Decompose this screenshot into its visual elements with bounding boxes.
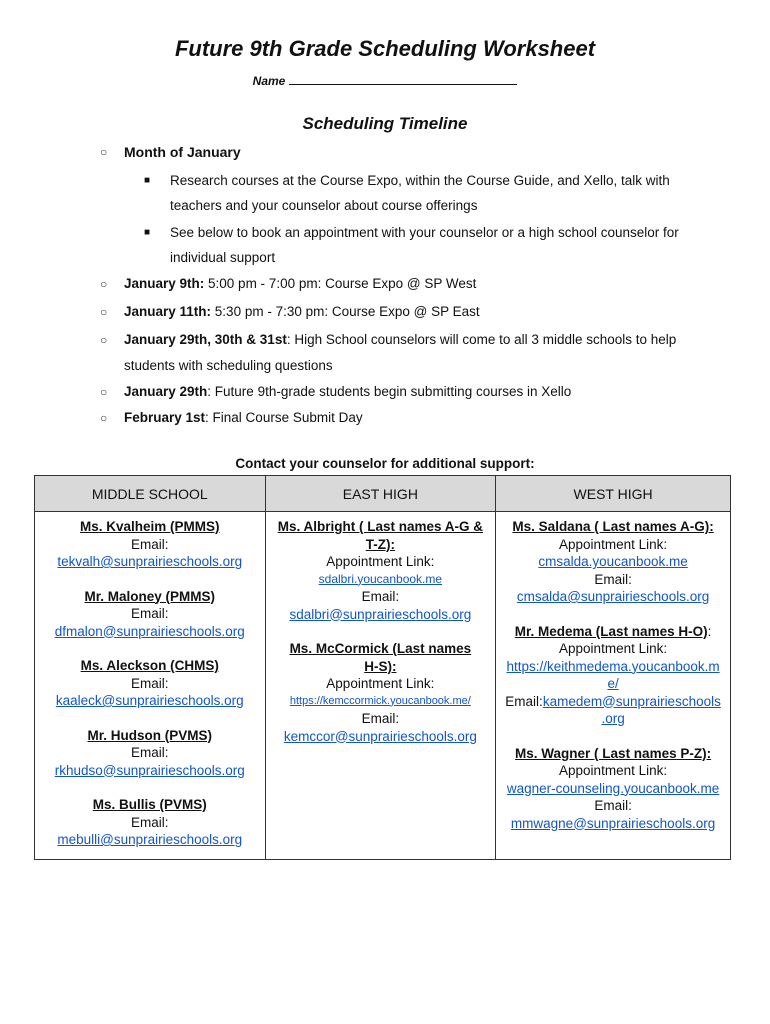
subitem-text: Research courses at the Course Expo, within the Course Guide, and Xello, talk with [170,173,670,188]
counselor-name: Ms. McCormick (Last names [289,641,472,656]
email-link[interactable]: kamedem@sunprairieschools [542,693,721,709]
name-field [0,72,770,88]
subitem-text: teachers and your counselor about course offerings [170,198,478,213]
appointment-label: Appointment Link: [326,554,435,569]
circle-bullet-icon: ○ [100,385,108,399]
month-title: Month of January [124,144,241,160]
event-date: January 9th: [124,276,205,291]
appointment-label: Appointment Link: [326,676,435,691]
email-link[interactable]: kemccor@sunprairieschools.org [283,728,477,744]
email-link-continued[interactable]: .org [601,711,625,726]
email-link[interactable]: mmwagne@sunprairieschools.org [510,815,716,831]
email-label: Email: [361,589,400,604]
counselor-name: Ms. Wagner ( Last names P-Z): [515,745,712,761]
email-link[interactable]: rkhudso@sunprairieschools.org [54,762,245,778]
counselor-name-continued: T-Z): [365,536,395,552]
counselor-name: Ms. Bullis (PVMS) [92,797,207,812]
counselor-name: Ms. Aleckson (CHMS) [80,658,219,673]
counselor-name-row [500,623,726,641]
email-label: Email: [131,606,169,621]
page-title: Future 9th Grade Scheduling Worksheet [174,36,596,61]
contact-title: Contact your counselor for additional support: [235,456,535,471]
appointment-link-continued[interactable]: e/ [607,676,619,691]
appointment-link[interactable]: https://keithmedema.youcanbook.m [506,658,720,674]
event-date: January 29th [124,384,208,399]
counselor-name: Ms. Kvalheim (PMMS) [80,519,220,534]
square-bullet-icon: ■ [144,175,151,186]
timeline-event [100,299,710,325]
email-link[interactable]: tekvalh@sunprairieschools.org [57,554,243,569]
square-bullet-icon: ■ [144,227,151,238]
event-text: : Future 9th-grade students begin submitting courses in Xello [207,384,572,399]
email-link[interactable]: kaaleck@sunprairieschools.org [55,693,244,708]
counselor-name: Mr. Maloney (PMMS) [84,588,216,604]
column-header: MIDDLE SCHOOL [35,476,266,512]
timeline-event [100,379,710,405]
month-subitem [100,220,710,270]
counselor-name: Ms. Saldana ( Last names A-G): [512,519,714,534]
counselor-name: Mr. Hudson (PVMS) [87,727,213,743]
circle-bullet-icon: ○ [100,305,108,319]
event-date: February 1st [124,410,206,425]
appointment-link[interactable]: sdalbri.youcanbook.me [318,571,443,586]
subitem-text: See below to book an appointment with your counselor or a high school counselor for [170,225,679,240]
email-label: Email: [505,693,543,709]
email-label: Email: [131,536,169,552]
name-label: Name [252,74,286,88]
middle-school-cell [35,512,266,860]
email-label: Email: [361,711,400,726]
timeline-list [100,139,710,431]
email-label: Email: [594,571,632,587]
counselor-name-suffix: : [707,623,712,639]
column-header: EAST HIGH [265,476,496,512]
circle-bullet-icon: ○ [100,277,108,291]
appointment-link[interactable]: cmsalda.youcanbook.me [538,554,688,569]
timeline-title: Scheduling Timeline [302,114,468,133]
event-text: 5:00 pm - 7:00 pm: Course Expo @ SP West [204,276,477,291]
appointment-label: Appointment Link: [559,536,668,552]
event-text: : High School counselors will come to all 3 middle schools to help [286,332,677,347]
timeline-event [100,327,710,379]
timeline-item-month [100,139,710,166]
column-header: WEST HIGH [496,476,731,512]
appointment-label: Appointment Link: [559,641,668,656]
appointment-link[interactable]: wagner-counseling.youcanbook.me [506,780,720,796]
appointment-label: Appointment Link: [559,763,668,778]
email-row [500,693,726,711]
event-text-continued: students with scheduling questions [124,358,333,373]
email-label: Email: [131,814,169,830]
counselor-name-continued: H-S): [364,658,397,674]
event-text: 5:30 pm - 7:30 pm: Course Expo @ SP East [211,304,480,319]
email-label: Email: [131,745,169,760]
table-header-row [35,476,731,512]
month-subitem [100,168,710,218]
name-blank-line[interactable] [289,72,517,85]
west-high-cell [496,512,731,860]
event-text: : Final Course Submit Day [205,410,363,425]
circle-bullet-icon: ○ [100,333,108,347]
email-label: Email: [594,798,632,813]
timeline-event [100,271,710,297]
circle-bullet-icon: ○ [100,145,108,159]
counselor-table [34,475,731,860]
email-label: Email: [131,675,169,691]
appointment-link[interactable]: https://kemccormick.youcanbook.me/ [289,694,471,707]
counselor-name: Ms. Albright ( Last names A-G & [277,519,483,534]
event-date: January 29th, 30th & 31st [124,332,287,347]
email-link[interactable]: mebulli@sunprairieschools.org [57,832,243,847]
timeline-event [100,405,710,431]
email-link[interactable]: dfmalon@sunprairieschools.org [54,623,245,639]
email-link[interactable]: cmsalda@sunprairieschools.org [516,589,710,604]
subitem-text: individual support [170,250,276,265]
table-row [35,512,731,860]
counselor-name: Mr. Medema (Last names H-O) [514,623,708,639]
east-high-cell [265,512,496,860]
event-date: January 11th: [124,304,212,319]
circle-bullet-icon: ○ [100,411,108,425]
email-link[interactable]: sdalbri@sunprairieschools.org [289,606,472,622]
